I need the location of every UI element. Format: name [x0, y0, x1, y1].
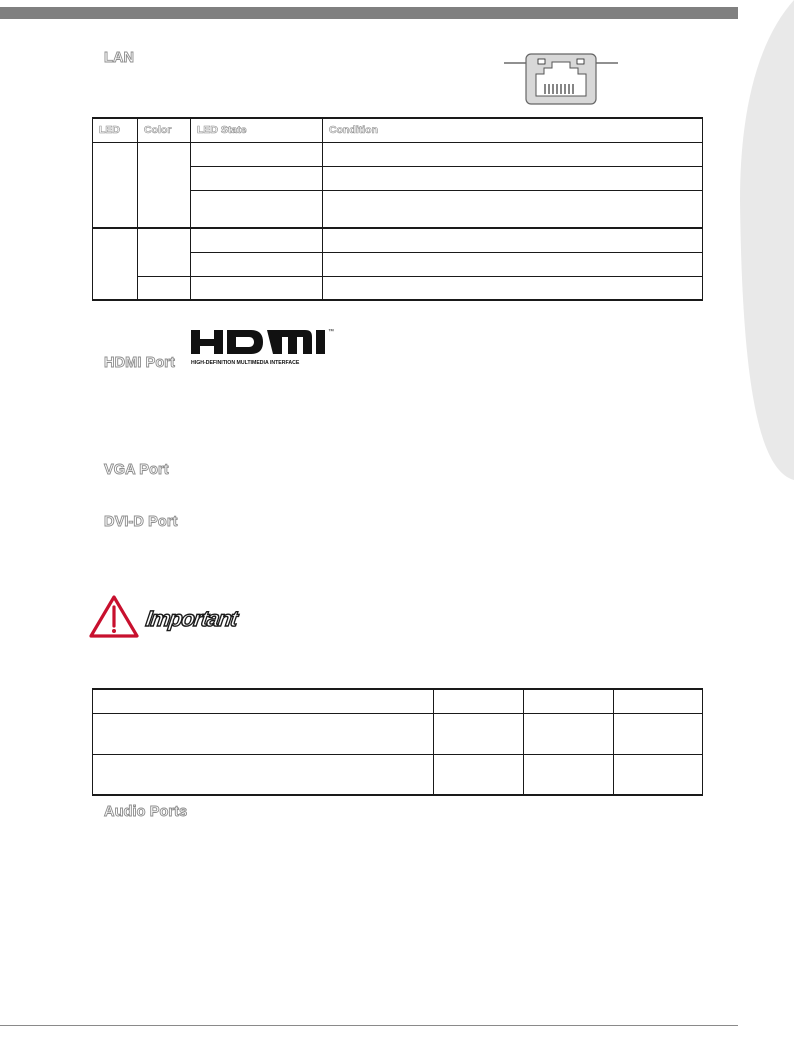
- hdmi-heading: HDMI Port: [104, 355, 175, 371]
- led-state-column-header: LED State: [191, 118, 323, 142]
- warning-icon: [88, 594, 140, 640]
- rj45-port-icon: [500, 50, 620, 106]
- important-label: Important: [144, 606, 239, 631]
- table-header-row: [93, 118, 703, 142]
- table-row: [93, 713, 703, 754]
- important-notice: [88, 594, 248, 644]
- display-output-table: [92, 688, 703, 796]
- audio-heading: Audio Ports: [104, 804, 188, 820]
- lan-led-table: [92, 117, 703, 301]
- svg-text:HIGH-DEFINITION MULTIMEDIA INT: HIGH-DEFINITION MULTIMEDIA INTERFACE: [191, 360, 300, 366]
- page-footer-rule: [0, 1025, 738, 1026]
- table-header-row: [93, 689, 703, 713]
- color-column-header: Color: [138, 118, 191, 142]
- hdmi-logo: [190, 326, 340, 370]
- page-header-bar: [0, 7, 738, 19]
- vga-heading: VGA Port: [104, 462, 169, 478]
- condition-column-header: Condition: [323, 118, 703, 142]
- chapter-tab: [738, 0, 794, 480]
- table-row: [93, 754, 703, 795]
- svg-text:™: ™: [328, 329, 334, 335]
- lan-heading: LAN: [104, 50, 135, 66]
- table-row: [93, 228, 703, 252]
- table-row: [93, 142, 703, 166]
- dvi-heading: DVI-D Port: [104, 514, 178, 530]
- led-column-header: LED: [93, 118, 138, 142]
- table-row: [93, 276, 703, 300]
